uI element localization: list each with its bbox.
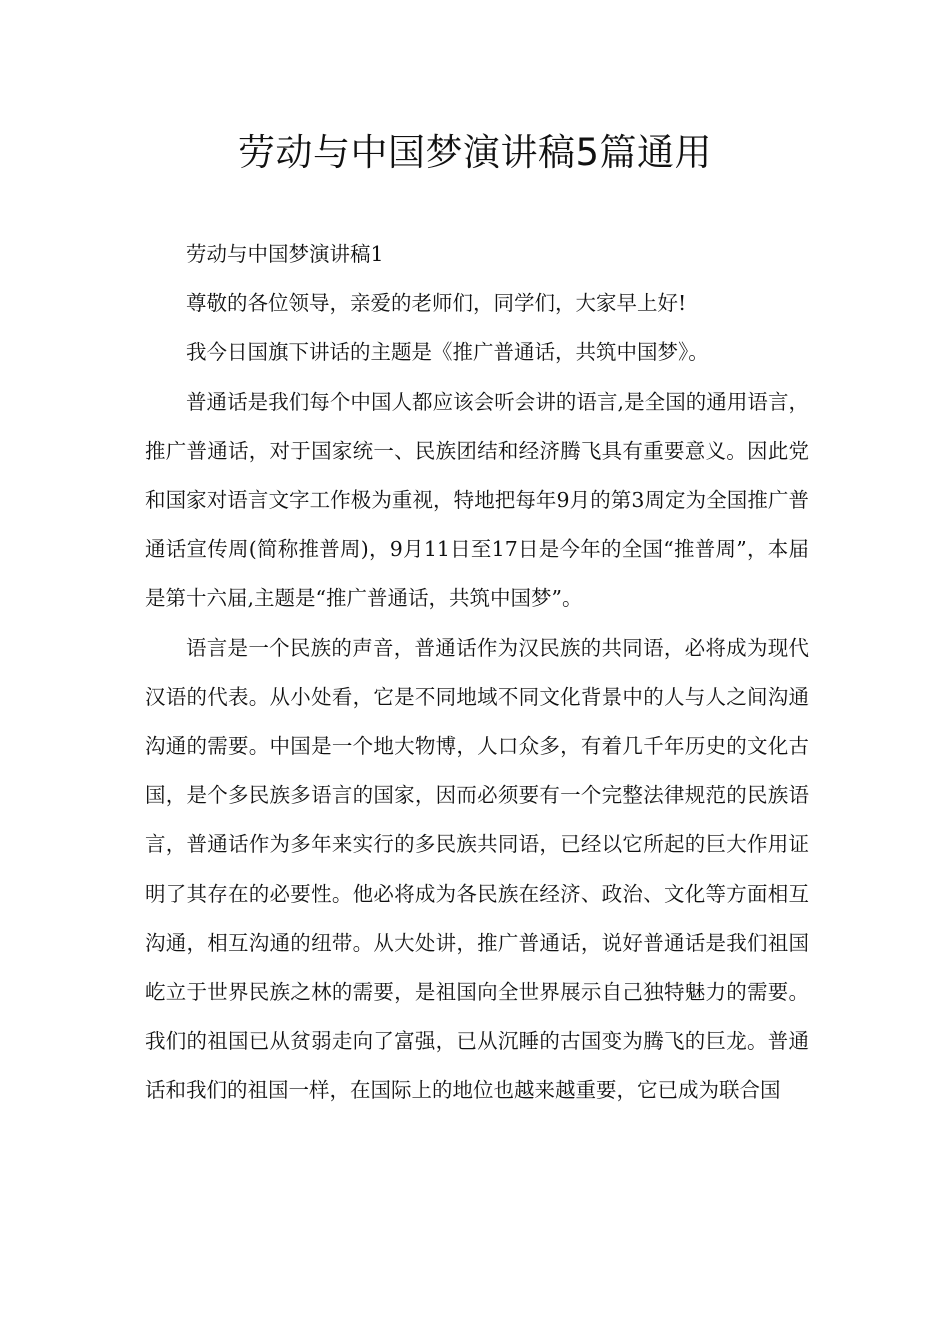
paragraph-subtitle: 劳动与中国梦演讲稿1 (186, 242, 384, 266)
paragraph-mandarin-importance: 普通话是我们每个中国人都应该会听会讲的语言,是全国的通用语言，推广普通话，对于国家统一、民族团结和经济腾飞具有重要意义。因此党和国家对语言文字工作极为重视，特地把每年9月的第3周定为全国推广普通话宣传周(简称推普周)，9月11日至17日是今年的全国“推普周”，本届是第十六届,主题是“推广普通话，共筑中国梦”。 (145, 389, 809, 611)
document-body (145, 230, 809, 1116)
paragraph-language-voice: 语言是一个民族的声音，普通话作为汉民族的共同语，必将成为现代汉语的代表。从小处看，它是不同地域不同文化背景中的人与人之间沟通沟通的需要。中国是一个地大物博，人口众多，有着几千年历史的文化古国，是个多民族多语言的国家，因而必须要有一个完整法律规范的民族语言，普通话作为多年来实行的多民族共同语，已经以它所起的巨大作用证明了其存在的必要性。他必将成为各民族在经济、政治、文化等方面相互沟通，相互沟通的纽带。从大处讲，推广普通话，说好普通话是我们祖国屹立于世界民族之林的需要，是祖国向全世界展示自己独特魅力的需要。我们的祖国已从贫弱走向了富强，已从沉睡的古国变为腾飞的巨龙。普通话和我们的祖国一样，在国际上的地位也越来越重要，它已成为联合国 (145, 635, 809, 1103)
document-title: 劳动与中国梦演讲稿5篇通用 (237, 131, 713, 174)
paragraph-topic: 我今日国旗下讲话的主题是《推广普通话，共筑中国梦》。 (186, 340, 709, 365)
paragraph-greeting: 尊敬的各位领导，亲爱的老师们，同学们，大家早上好! (186, 291, 687, 316)
